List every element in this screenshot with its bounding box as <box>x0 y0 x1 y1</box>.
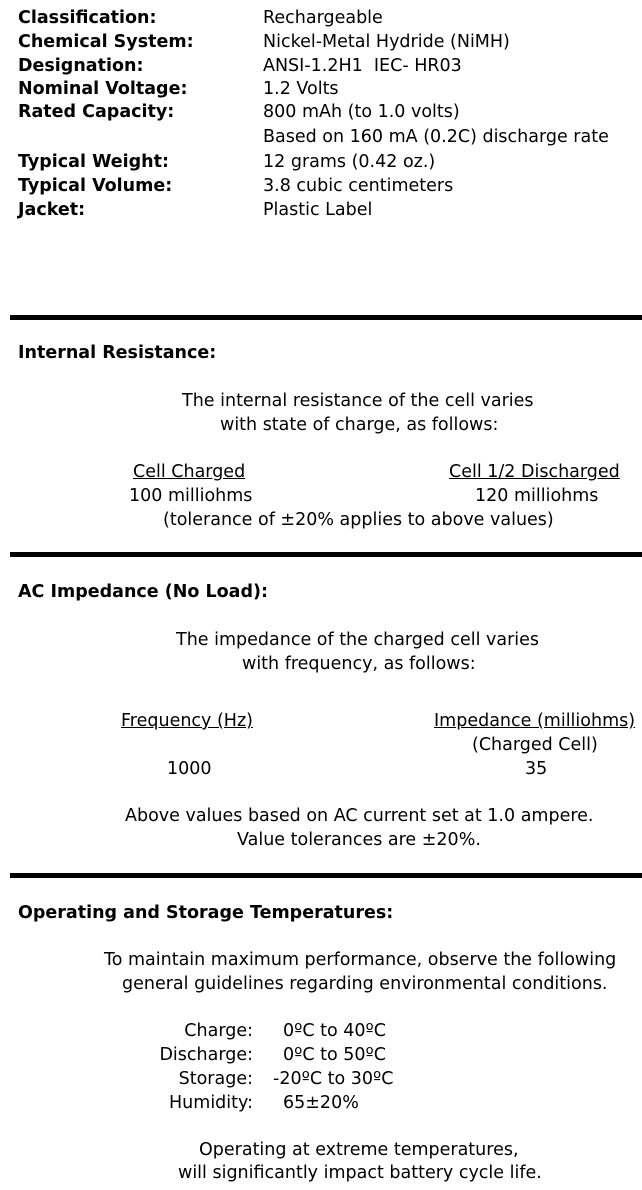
temperatures-footer-line-1: Operating at extreme temperatures, <box>199 1140 519 1160</box>
spec-label-typical-weight: Typical Weight: <box>18 152 169 172</box>
temperatures-intro-line-1: To maintain maximum performance, observe the following <box>104 950 617 970</box>
spec-label-classification: Classification: <box>18 8 157 28</box>
impedance-subheader: (Charged Cell) <box>472 735 598 755</box>
temp-value-humidity: 65±20% <box>283 1093 359 1113</box>
spec-label-rated-capacity: Rated Capacity: <box>18 102 175 122</box>
temp-label-discharge: Discharge: <box>159 1045 253 1065</box>
section-divider <box>10 873 642 878</box>
spec-value-classification: Rechargeable <box>263 8 383 28</box>
internal-resistance-intro-line-2: with state of charge, as follows: <box>220 415 499 435</box>
internal-resistance-heading: Internal Resistance: <box>18 343 217 363</box>
temp-value-charge: 0ºC to 40ºC <box>283 1021 387 1041</box>
spec-label-designation: Designation: <box>18 56 144 76</box>
cell-charged-header: Cell Charged <box>133 462 246 482</box>
spec-value-typical-volume: 3.8 cubic centimeters <box>263 176 454 196</box>
spec-value-jacket: Plastic Label <box>263 200 373 220</box>
ac-impedance-note-line-2: Value tolerances are ±20%. <box>237 830 481 850</box>
spec-value-typical-weight: 12 grams (0.42 oz.) <box>263 152 436 172</box>
temp-value-discharge: 0ºC to 50ºC <box>283 1045 387 1065</box>
ac-impedance-intro-line-2: with frequency, as follows: <box>242 654 476 674</box>
ac-impedance-heading: AC Impedance (No Load): <box>18 582 269 602</box>
cell-half-discharged-header: Cell 1/2 Discharged <box>449 462 620 482</box>
impedance-header: Impedance (milliohms) <box>434 711 636 731</box>
spec-value-chemical-system: Nickel-Metal Hydride (NiMH) <box>263 32 510 52</box>
impedance-value: 35 <box>525 759 548 779</box>
cell-charged-value: 100 milliohms <box>129 486 253 506</box>
section-divider <box>10 315 642 320</box>
section-divider <box>10 552 642 557</box>
spec-label-chemical-system: Chemical System: <box>18 32 194 52</box>
cell-half-discharged-value: 120 milliohms <box>475 486 599 506</box>
frequency-header: Frequency (Hz) <box>121 711 253 731</box>
temp-label-storage: Storage: <box>178 1069 253 1089</box>
temp-label-humidity: Humidity: <box>169 1093 253 1113</box>
spec-value-designation: ANSI-1.2H1 IEC- HR03 <box>263 56 462 76</box>
spec-value-nominal-voltage: 1.2 Volts <box>263 79 339 99</box>
internal-resistance-tolerance: (tolerance of ±20% applies to above values) <box>163 510 554 530</box>
ac-impedance-note-line-1: Above values based on AC current set at 1.0 ampere. <box>125 806 594 826</box>
spec-value-rated-capacity-note: Based on 160 mA (0.2C) discharge rate <box>263 127 609 147</box>
frequency-value: 1000 <box>167 759 212 779</box>
spec-value-rated-capacity: 800 mAh (to 1.0 volts) <box>263 102 460 122</box>
internal-resistance-intro-line-1: The internal resistance of the cell varies <box>182 391 534 411</box>
temperatures-intro-line-2: general guidelines regarding environmental conditions. <box>122 974 608 994</box>
spec-label-nominal-voltage: Nominal Voltage: <box>18 79 188 99</box>
spec-label-typical-volume: Typical Volume: <box>18 176 173 196</box>
spec-label-jacket: Jacket: <box>18 200 86 220</box>
ac-impedance-intro-line-1: The impedance of the charged cell varies <box>176 630 540 650</box>
temperatures-heading: Operating and Storage Temperatures: <box>18 903 394 923</box>
temperatures-footer-line-2: will significantly impact battery cycle life. <box>178 1163 542 1183</box>
temp-value-storage: -20ºC to 30ºC <box>273 1069 394 1089</box>
temp-label-charge: Charge: <box>184 1021 253 1041</box>
